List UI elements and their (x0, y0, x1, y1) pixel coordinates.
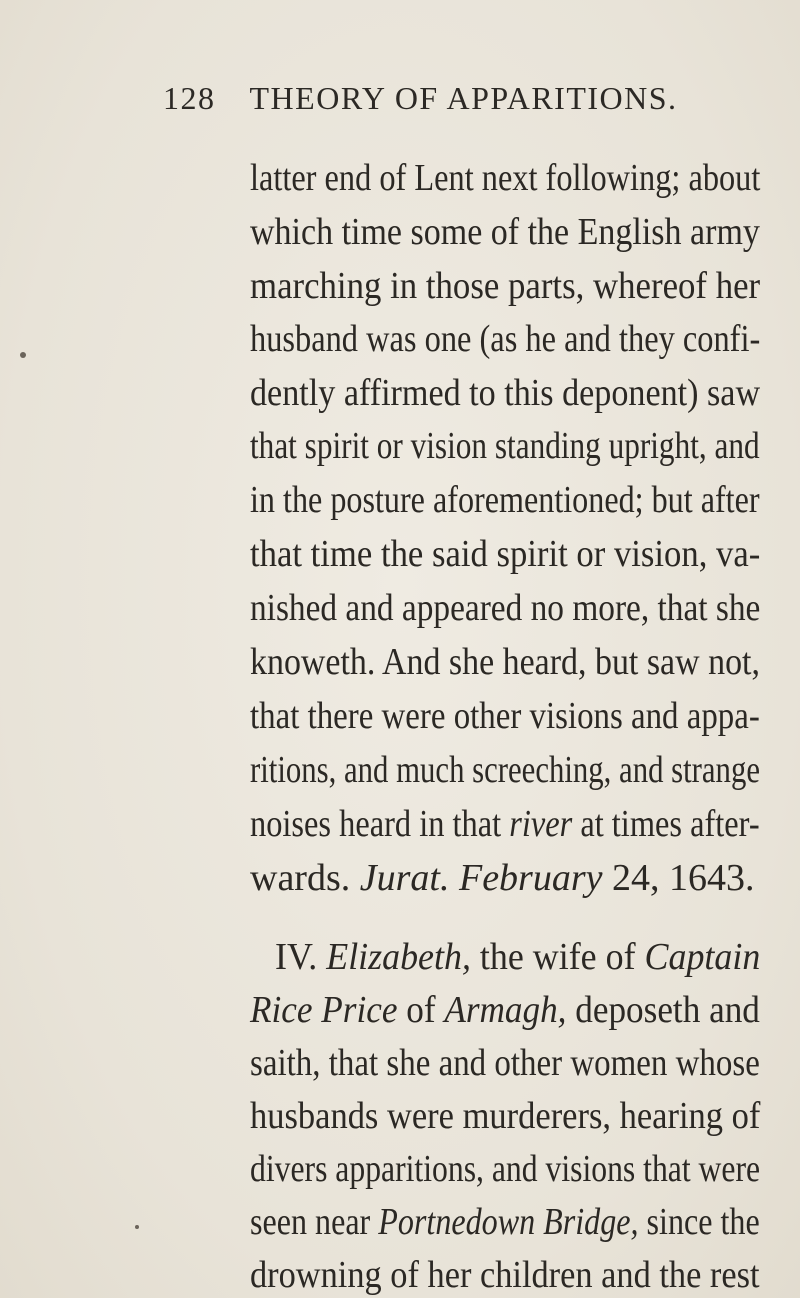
text-run: wards. (250, 857, 360, 899)
page-number: 128 (163, 80, 216, 116)
page-header (163, 80, 723, 117)
text-line: ritions, and much screeching, and strange (250, 749, 760, 791)
text-line: marching in those parts, whereof her (250, 265, 761, 307)
text-line: divers apparitions, and visions that were (250, 1148, 761, 1190)
text-line: latter end of Lent next following; about (250, 157, 761, 199)
text-line: dently affirmed to this deponent) saw (250, 372, 761, 414)
text-run: seen near (250, 1201, 379, 1243)
text-line: that spirit or vision standing upright, and (250, 425, 760, 467)
text-line: nished and appeared no more, that she (250, 587, 761, 629)
text-line: saith, that she and other women whose (250, 1042, 760, 1084)
text-run: the wife of (470, 936, 645, 978)
italic-run: river (509, 803, 573, 845)
italic-run: Portnedown Bridge, (378, 1201, 639, 1243)
text-line (250, 988, 760, 1032)
text-run: at times after- (572, 803, 760, 845)
text-line: which time some of the English army (250, 211, 760, 253)
running-title: THEORY OF APPARITIONS. (249, 80, 678, 116)
text-run: deposeth and (566, 989, 760, 1031)
text-line: knoweth. And she heard, but saw not, (250, 641, 760, 683)
text-line (250, 1200, 760, 1244)
text-line: husbands were murderers, hearing of (250, 1095, 761, 1137)
italic-run: Captain (644, 936, 761, 978)
paper-speck (135, 1225, 139, 1229)
text-run: 24, 1643. (602, 857, 755, 899)
text-run: noises heard in that (250, 803, 510, 845)
text-line: in the posture aforementioned; but after (250, 479, 760, 521)
italic-run: Elizabeth, (326, 936, 471, 978)
italic-run: Rice Price (250, 989, 398, 1031)
section-numeral: IV. (275, 936, 327, 978)
text-line: drowning of her children and the rest (250, 1254, 760, 1296)
text-run: of (397, 989, 445, 1031)
text-line: that there were other visions and appa- (250, 695, 760, 737)
text-line: husband was one (as he and they confi- (250, 318, 761, 360)
italic-run: Armagh, (444, 989, 567, 1031)
text-run: since the (638, 1201, 760, 1243)
text-line (250, 856, 755, 900)
text-line (250, 802, 760, 846)
text-line (275, 935, 760, 979)
text-line: that time the said spirit or vision, va- (250, 533, 761, 575)
paper-speck (20, 352, 26, 358)
italic-run: Jurat. February (359, 857, 603, 899)
